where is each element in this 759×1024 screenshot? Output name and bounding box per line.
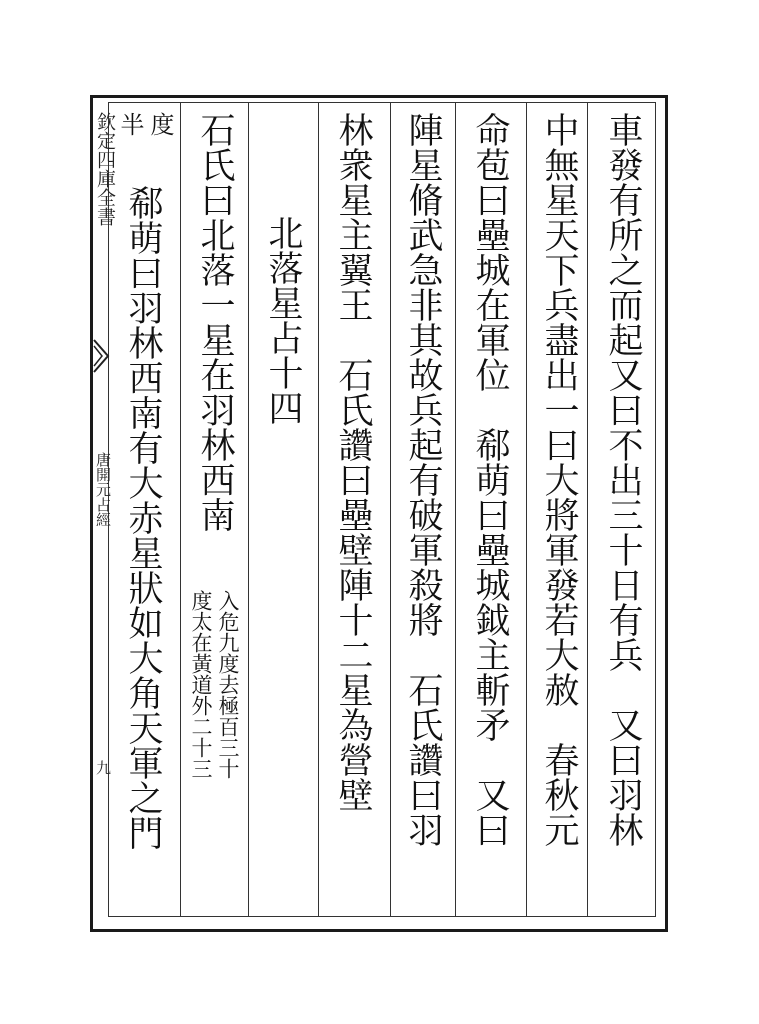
column-rule <box>180 102 181 917</box>
column-rule <box>587 102 588 917</box>
section-heading: 北落星占十四 <box>263 180 303 425</box>
fish-tail-icon <box>92 338 110 374</box>
text-column: 郗萌曰羽林西南有大赤星狀如大角天軍之門 <box>123 185 163 850</box>
column-rule <box>390 102 391 917</box>
text-column: 命苞曰壘城在軍位 郗萌曰壘城鉞主斬矛 又曰 <box>470 112 510 847</box>
text-column: 車發有所之而起又曰不出三十日有兵 又曰羽林 <box>603 112 643 847</box>
column-rule <box>318 102 319 917</box>
column-rule <box>526 102 527 917</box>
text-column: 中無星天下兵盡出一曰大將軍發若大赦 春秋元 <box>539 112 579 847</box>
text-column: 陣星脩武急非其故兵起有破軍殺將 石氏讚曰羽 <box>403 112 443 847</box>
text-column: 林衆星主翼王 石氏讚曰壘壁陣十二星為營壁 <box>333 112 373 812</box>
text-fragment: 度 <box>146 112 174 136</box>
annotation-note: 度太在黃道外二十三 <box>189 590 213 779</box>
text-column: 石氏曰北落一星在羽林西南 <box>195 112 235 532</box>
page-number: 九 <box>94 760 112 775</box>
text-fragment: 半 <box>116 112 144 136</box>
column-rule <box>248 102 249 917</box>
section-title: 唐開元占經 <box>94 452 112 527</box>
column-rule <box>455 102 456 917</box>
annotation-note: 入危九度去極百三十 <box>216 590 240 779</box>
book-title: 欽定四庫全書 <box>94 112 116 226</box>
